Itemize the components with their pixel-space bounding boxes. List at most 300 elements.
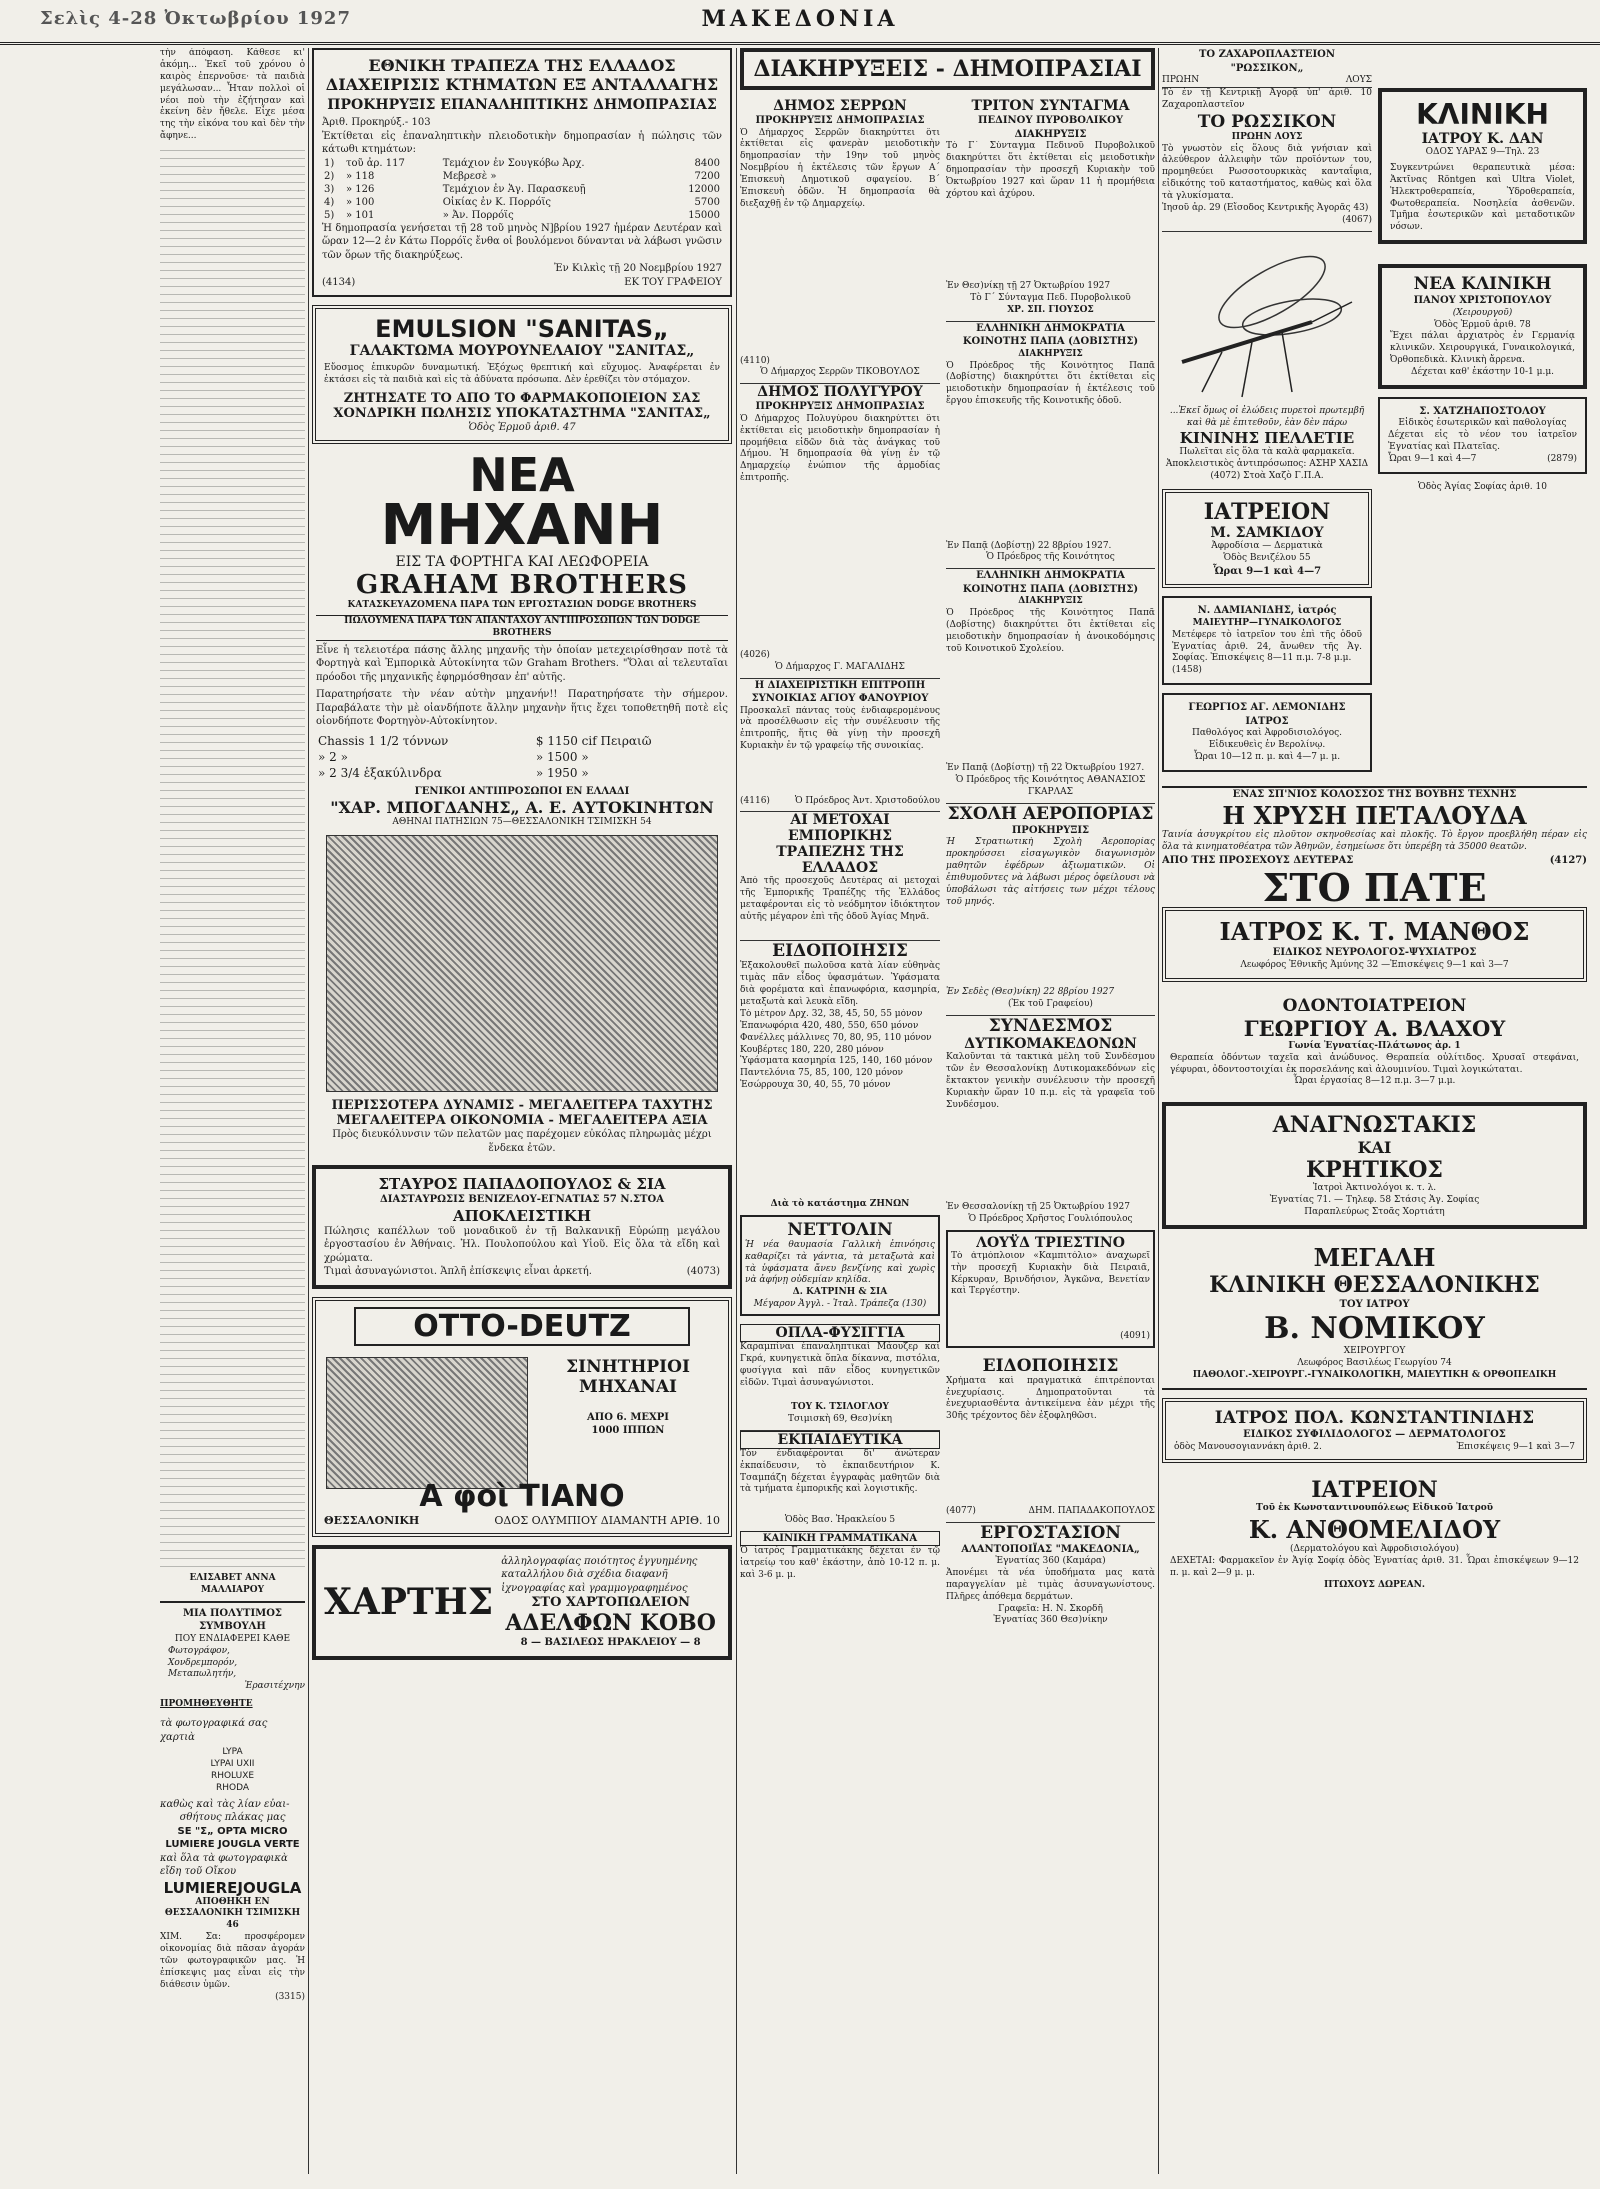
graham-agent: "ΧΑΡ. ΜΠΟΓΔΑΝΗΣ„ Α. Ε. ΑΥΤΟΚΙΝΗΤΩΝ xyxy=(330,798,714,818)
notice-signature: Ὁ Πρόεδρος τῆς Κοινότητος ΑΘΑΝΑΣΙΟΣ ΓΚΑΡΛΑΣ xyxy=(955,775,1146,797)
lot-price: 7200 xyxy=(694,170,720,182)
bank-text: Ἡ δημοπρασία γενήσεται τῇ 28 τοῦ μηνὸς Ν]βρίου 1927 ἡμέραν Δευτέραν καὶ ὥραν 12—2 ἐν Κάτω Πορρόϊς ἔνθα οἱ βουλόμενοι δύνανται νὰ λάβωσι γνῶσιν τῶν ὅρων τῆς διακηρύξεως. xyxy=(322,222,722,261)
lot-price: 8400 xyxy=(694,157,720,169)
column-rule xyxy=(1158,48,1159,2174)
bank-notice xyxy=(312,48,732,297)
ad-ref: (4134) xyxy=(322,276,356,288)
anth-spec: (Δερματολόγου καὶ Ἀφροδισιολόγου) xyxy=(1289,1544,1460,1555)
deutz-city: ΘΕΣΣΑΛΟΝΙΚΗ xyxy=(324,1513,420,1527)
lemonidis-address: Ὁδὸς Ἁγίας Σοφίας ἀριθ. 10 xyxy=(1418,481,1547,492)
price-label: » 2 » xyxy=(318,749,348,764)
lot-price: 5700 xyxy=(694,196,720,208)
deutz-brand: Α φοὶ ΤΙΑΝΟ xyxy=(419,1478,625,1514)
damian-text: Μετέφερε τὸ ἰατρεῖον του ἐπὶ τῆς ὁδοῦ Ἐγνατίας ἀριθ. 24, ἄνωθεν τῆς Ἀγ. Σοφίας. Ἐπισκέψεις 8—11 π.μ. 7-8 μ.μ. xyxy=(1172,629,1362,664)
anag-title: ΚΑΙ xyxy=(1357,1138,1392,1158)
paper-address: 8 — ΒΑΣΙΛΕΩΣ ΗΡΑΚΛΕΙΟΥ — 8 xyxy=(520,1637,701,1649)
notice-text: Ὁ Δήμαρχος Σερρῶν διακηρύττει ὅτι ἐκτίθεται εἰς φανερὰν μειοδοτικὴν δημοπρασίαν τὴν 19ην τοῦ μηνὸς Νοεμβρίου ἡ ἐκτέλεσις τῶν ἔργων Α΄ Ἐπισκευὴ Δημοτικοῦ σφαγείου. Β΄ Ἐπισκευὴ ὁδῶν. Ἡ δημοπρασία θὰ διεξαχθῇ ἐν τῷ Δημαρχείῳ. xyxy=(740,127,940,209)
opla-sign: ΤΟΥ Κ. ΤΣΙΛΟΓΛΟΥ xyxy=(791,1402,889,1412)
vlachou-ad xyxy=(1162,990,1587,1095)
promo-title: ΠΡΟΜΗΘΕΥΘΗΤΕ xyxy=(160,1699,253,1710)
christopoulou-ad xyxy=(1378,264,1587,389)
dan-address: ΟΔΟΣ ΥΑΡΑΣ 9—Τηλ. 23 xyxy=(1425,147,1540,157)
paper-brand: LYPA xyxy=(222,1747,243,1757)
nomikou-subtitle: ΤΟΥ ΙΑΤΡΟΥ xyxy=(1339,1298,1410,1310)
notice-text: Τὸ Γ΄ Σύνταγμα Πεδινοῦ Πυροβολικοῦ διακηρύττει ὅτι ἐκτίθεται εἰς μειοδοτικὴν δημοπρασίαν τὴν προσεχῆ Κυριακὴν τοῦ Ὀκτωβρίου 1927 καὶ ὥραν 11 ἡ προμήθεια χόρτου καὶ ἀχύρου. xyxy=(946,141,1155,199)
xris-name: ΠΑΝΟΥ ΧΡΙΣΤΟΠΟΥΛΟΥ xyxy=(1413,295,1552,307)
graham-title: ΝΕΑ xyxy=(469,452,575,503)
xris-address: Ὁδὸς Ἑρμοῦ ἀριθ. 78 xyxy=(1434,319,1531,330)
nomikou-title: ΚΛΙΝΙΚΗ ΘΕΣΣΑΛΟΝΙΚΗΣ xyxy=(1209,1271,1540,1298)
advice-item: Χονδρεμπορόν, xyxy=(168,1657,238,1668)
price-value: » 1950 » xyxy=(535,765,589,780)
column-4 xyxy=(1162,48,1587,2174)
nomikou-title: ΜΕΓΑΛΗ xyxy=(1313,1242,1436,1272)
manthos-ad xyxy=(1162,907,1587,981)
price-value: » 1500 » xyxy=(535,749,589,764)
chatz-hours: Ὧραι 9—1 καὶ 4—7 xyxy=(1388,454,1477,464)
opla-text: Καραμπίναι ἐπαναληπτικαὶ Μάουζερ καὶ Γκρά, κυνηγετικὰ ὅπλα δίκαννα, πιστόλια, φυσίγγια καὶ πᾶν εἶδος κυνηγετικῶν εἰδῶν. Τιμαὶ ἀσυναγώνιστοι. xyxy=(740,1342,940,1388)
anth-title: ΙΑΤΡΕΙΟΝ xyxy=(1311,1477,1438,1504)
lloyd-text: Τὸ ἀτμόπλοιον «Καμπιτόλιο» ἀναχωρεῖ τὴν προσεχῆ Κυριακὴν διὰ Πειραιᾶ, Κέρκυραν, Βρινδήσιον, Ἀγκῶνα, Βενετίαν καὶ Τεργέστην. xyxy=(951,1250,1150,1297)
chatz-text: Δέχεται εἰς τὸ νέον του ἰατρεῖον Ἐγνατίας καὶ Πλατεῖας. xyxy=(1388,430,1577,453)
ad-ref: (4110) xyxy=(740,355,770,366)
dan-clinic-ad xyxy=(1378,88,1587,244)
notice-title: ΕΛΛΗΝΙΚΗ ΔΗΜΟΚΡΑΤΙΑ xyxy=(976,570,1125,582)
zax-title: "ΡΩΣΣΙΚΟΝ„ xyxy=(1230,62,1304,74)
notice-synoikia xyxy=(740,678,940,808)
notice-subtitle: ΣΥΝΟΙΚΙΑΣ ΑΓΙΟΥ ΦΑΝΟΥΡΙΟΥ xyxy=(751,693,929,704)
table-row xyxy=(322,209,722,222)
konst-hours: Ἐπισκέψεις 9—1 καὶ 3—7 xyxy=(1456,1441,1575,1452)
notice-text: Ὁ Πρόεδρος τῆς Κοινότητος Παπᾶ (Δοβίστης) διακηρύττει ὅτι ἐκτίθεται εἰς μειοδοτικὴν δημοπρασίαν ἡ ἐκτέλεσις τοῦ ἔργου ἐπισκευῆς τῆς Κοινοτικῆς ὁδοῦ. xyxy=(946,360,1155,407)
notice-text: Ὁ Πρόεδρος τῆς Κοινότητος Παπᾶ (Δοβίστης) διακηρύττει ὅτι ἐκτίθεται εἰς μειοδοτικὴν δημοπρασίαν ἡ ἀνοικοδόμησις τοῦ Κοινοτικοῦ Σχολείου. xyxy=(946,608,1155,654)
anth-name: Κ. ΑΝΘΟΜΕΛΙΔΟΥ xyxy=(1248,1515,1501,1545)
bank-date: Ἐν Κιλκὶς τῇ 20 Νοεμβρίου 1927 xyxy=(554,263,722,274)
nomikou-areas: ΠΑΘΟΛΟΓ.-ΧΕΙΡΟΥΡΓ.-ΓΥΝΑΙΚΟΛΟΓΙΚΗ, ΜΑΙΕΥΤΙΚΗ & ΟΡΘΟΠΕΔΙΚΗ xyxy=(1192,1370,1557,1381)
notice-heading: ΠΡΟΚΗΡΥΞΙΣ xyxy=(1011,824,1090,836)
notice-subtitle: ΔΥΤΙΚΟΜΑΚΕΔΟΝΩΝ xyxy=(964,1036,1137,1052)
notice-signature: Τὸ Γ΄ Σύνταγμα Πεδ. Πυροβολικοῦ xyxy=(970,292,1131,303)
paper-brand: RHOLUXE xyxy=(210,1770,255,1781)
notice-signature: Ὁ Πρόεδρος Ἀντ. Χριστοδούλου xyxy=(794,795,940,806)
nettolin-text: Ἡ νέα θαυμασία Γαλλικὴ ἐπινόησις καθαρίζει τὰ γάντια, τὰ μεταξωτὰ καὶ τὰ ὑφάσματα ἄνευ βενζίνης καὶ χωρὶς νὰ ἀφήνῃ οὐδεμίαν κηλίδα. xyxy=(745,1239,935,1286)
bank-lots-table xyxy=(322,157,722,222)
graham-title: ΜΗΧΑΝΗ xyxy=(380,493,664,559)
ad-ref: (4073) xyxy=(686,1266,720,1278)
notice-text: Χρήματα καὶ πραγματικὰ ἐπιτρέπονται ἐνεχυρίασις. Δημοπρατοῦνται τὰ ἐνεχυριασθέντα ἀντικείμενα ἐὰν μέχρι τῆς 30ῆς τρέχοντος δὲν ἐξοφληθῶσι. xyxy=(946,1375,1155,1422)
notice-heading: ΔΙΑΚΗΡΥΞΙΣ xyxy=(1018,596,1083,607)
graham-brand: GRAHAM BROTHERS xyxy=(356,570,688,601)
notice-papa-2 xyxy=(946,568,1155,799)
advice-item: Ἐρασιτέχνην xyxy=(244,1681,305,1692)
otto-deutz-ad xyxy=(312,1297,732,1537)
notice-date: Ἐν Σεδὲς (Θεσ)νίκη) 22 8βρίου 1927 xyxy=(946,987,1115,998)
price-line: Τὸ μέτρον Δρχ. 32, 38, 45, 50, 55 μόνον xyxy=(740,1008,923,1019)
promo-text: καθὼς καὶ τὰς λίαν εὐαι- xyxy=(160,1798,290,1810)
dan-text: Συγκεντρώνει θεραπευτικὰ μέσα: Ἀκτῖνας Röntgen καὶ Ultra Violet, Ἠλεκτροθεραπεία, Ὑδροθεραπεία, Φωτοθεραπεία. Νοσηλεία ἀσθενῶν. Τμῆμα ἐσωτερικῶν καὶ μεταδοτικῶν νόσων. xyxy=(1390,162,1575,233)
ekp-title: ΕΚΠΑΙΔΕΥΤΙΚΑ xyxy=(740,1431,940,1449)
lumiere-brand: LUMIEREJOUGLA xyxy=(163,1878,302,1897)
zax-label: ΠΡΩΗΝ xyxy=(1162,75,1200,85)
lot-id: » 118 xyxy=(345,170,375,182)
konst-name: ΙΑΤΡΟΣ ΠΟΛ. ΚΩΝΣΤΑΝΤΙΝΙΔΗΣ xyxy=(1214,1408,1535,1429)
anth-subtitle: Τοῦ ἐκ Κωνσταντινουπόλεως Εἰδικοῦ Ἰατροῦ xyxy=(1256,1503,1493,1514)
deutz-title: OTTO-DEUTZ xyxy=(354,1307,690,1346)
paper-brand: LYPAI UXII xyxy=(210,1758,255,1769)
graham-price-table xyxy=(316,733,728,781)
xris-hours: Δέχεται καθ' ἑκάστην 10-1 μ.μ. xyxy=(1410,367,1555,377)
notice-signature: Διὰ τὸ κατάστημα ΖΗΝΩΝ xyxy=(770,1198,910,1209)
paper-store: ΣΤΟ ΧΑΡΤΟΠΩΛΕΙΟΝ xyxy=(531,1595,690,1611)
notice-serron xyxy=(740,98,940,379)
bank-subtitle: ΔΙΑΧΕΙΡΙΣΙΣ ΚΤΗΜΑΤΩΝ ΕΞ ΑΝΤΑΛΛΑΓΗΣ xyxy=(325,75,719,94)
notice-date: Ἐν Παπᾷ (Δοβίστῃ) 22 8βρίου 1927. xyxy=(946,540,1112,551)
lot-place: Οἰκίας ἐν Κ. Πορρόϊς xyxy=(442,196,552,208)
vlachou-name: ΓΕΩΡΓΙΟΥ Α. ΒΛΑΧΟΥ xyxy=(1243,1015,1506,1041)
chatz-name: Σ. ΧΑΤΖΗΑΠΟΣΤΟΛΟΥ xyxy=(1419,405,1546,417)
lot-no: 5) xyxy=(324,209,335,221)
ad-ref: (3315) xyxy=(275,1991,305,2002)
opla-address: Τσιμισκὴ 69, Θεσ)νίκη xyxy=(788,1413,892,1424)
promo-text: καὶ ὅλα τὰ φωτογραφικὰ εἴδη τοῦ Οἴκου xyxy=(160,1852,288,1877)
nomikou-name: Β. ΝΟΜΙΚΟΥ xyxy=(1264,1311,1485,1347)
ad-ref: (4077) xyxy=(946,1505,976,1516)
lemonidis-ad xyxy=(1162,693,1372,772)
column-4-right xyxy=(1378,48,1587,780)
vlachou-title: ΟΔΟΝΤΟΙΑΤΡΕΙΟΝ xyxy=(1282,995,1467,1016)
notice-emporiki xyxy=(740,811,940,936)
notice-subtitle: ΠΡΟΚΗΡΥΞΙΣ ΔΗΜΟΠΡΑΣΙΑΣ xyxy=(755,401,925,413)
paper-ad xyxy=(312,1545,732,1660)
notice-text: Ἐξακολουθεῖ πωλοῦσα κατὰ λίαν εὐθηνὰς τιμὰς πᾶν εἶδος ὑφασμάτων. Ὑφάσματα διὰ φορέματα καὶ ἐπανωφόρια, κασμηρία, μεταξωτὰ καὶ λευκὰ εἴδη. xyxy=(740,961,940,1007)
plate-brands: SE "Σ„ OPTA MICRO LUMIERE JOUGLA VERTE xyxy=(165,1825,300,1850)
story-continuation xyxy=(160,143,305,1573)
graham-terms: Πρὸς διευκόλυνσιν τῶν πελατῶν μας παρέχομεν εὐκόλας πληρωμὰς μέχρι ἕνδεκα ἐτῶν. xyxy=(332,1129,712,1154)
notice-subtitle: ΚΟΙΝΟΤΗΣ ΠΑΠΑ (ΔΟΒΙΣΤΗΣ) xyxy=(962,336,1139,348)
ad-ref: (1458) xyxy=(1172,665,1202,676)
ergostasion-ad xyxy=(946,1522,1155,1628)
notice-signature: ΧΡ. ΣΠ. ΓΙΟΥΣΟΣ xyxy=(1007,304,1094,315)
lemonidis-spec: ΙΑΤΡΟΣ xyxy=(1245,715,1289,727)
table-row xyxy=(322,196,722,209)
zax-name-sub: ΠΡΩΗΝ ΛΟΥΣ xyxy=(1231,131,1303,142)
nettolin-address: Μέγαρον Ἀγγλ. - Ἰταλ. Τράπεζα (130) xyxy=(753,1299,927,1310)
lot-place: Τεμάχιον ἐν Ἁγ. Παρασκευῇ xyxy=(442,183,586,195)
anth-text: ΔΕΧΕΤΑΙ: Φαρμακεῖον ἐν Ἀγίᾳ Σοφίᾳ ὁδὸς Ἐγνατίας ἀριθ. 31. Ὧραι ἐπισκέψεων 9—12 π. μ. καὶ 2—9 μ. μ. xyxy=(1170,1556,1579,1579)
lot-id: » 126 xyxy=(345,183,375,195)
price-label: Chassis 1 1/2 τόννων xyxy=(318,733,449,748)
advice-subtitle: ΠΟΥ ΕΝΔΙΑΦΕΡΕΙ ΚΑΘΕ xyxy=(174,1633,291,1644)
graham-sold: ΠΩΛΟΥΜΕΝΑ ΠΑΡΑ ΤΩΝ ΑΠΑΝΤΑΧΟΥ ΑΝΤΙΠΡΟΣΩΠΩΝ ΤΩΝ DODGE BROTHERS xyxy=(316,615,728,641)
ergost-subtitle: ΑΛΑΝΤΟΠΟΙΪΑΣ "ΜΑΚΕΔΟΝΙΑ„ xyxy=(961,1543,1140,1555)
samkidou-ad xyxy=(1162,489,1372,588)
dan-name: ΙΑΤΡΟΥ Κ. ΔΑΝ xyxy=(1421,131,1544,147)
ad-ref: (4127) xyxy=(1549,855,1587,866)
notice-papa-1 xyxy=(946,321,1155,565)
notice-text: Καλοῦνται τὰ τακτικὰ μέλη τοῦ Συνδέσμου τῶν ἐν Θεσσαλονίκῃ Δυτικομακεδόνων εἰς ἔκτακτον γενικὴν συνέλευσιν τὴν προσεχῆ Κυριακὴν ὥραν 10 π.μ. εἰς τὰ γραφεῖα τοῦ Συνδέσμου. xyxy=(946,1052,1155,1110)
advice-item: Μεταπωλητήν, xyxy=(168,1669,237,1680)
graham-ad xyxy=(312,452,732,1155)
notice-signature: Ὁ Πρόεδρος Χρῆστος Γουλιόπουλος xyxy=(968,1213,1133,1224)
notice-subtitle: ΚΟΙΝΟΤΗΣ ΠΑΠΑ (ΔΟΒΙΣΤΗΣ) xyxy=(962,583,1139,595)
anag-title: ΑΝΑΓΝΩΣΤΑΚΙΣ xyxy=(1272,1112,1477,1139)
petal-text: Ταινία ἀσυγκρίτου εἰς πλοῦτον σκηνοθεσίας καὶ πλοκῆς. Τὸ ἔργον προεβλήθη πέραν εἰς ὅλα τὰ κινηματοθέατρα τῶν Ἀθηνῶν, ἐσημείωσε ὅτι ὑπερέβη τὰ 35000 θεατῶν. xyxy=(1162,830,1587,853)
emulsion-address: Ὁδὸς Ἑρμοῦ ἀριθ. 47 xyxy=(468,421,576,433)
price-label: » 2 3/4 ἑξακύλινδρα xyxy=(318,765,442,780)
anag-address: Ἐγνατίας 71. — Τηλεφ. 58 Στάσις Ἁγ. Σοφίας xyxy=(1269,1195,1480,1206)
notice-date: Ἐν Παπᾷ (Δοβίστῃ) τῇ 22 Ὀκτωβρίου 1927. xyxy=(946,763,1145,774)
anth-free: ΠΤΩΧΟΥΣ ΔΩΡΕΑΝ. xyxy=(1324,1579,1425,1590)
column-rule xyxy=(308,48,309,2174)
price-line: Ὑφάσματα κασμηρία 125, 140, 160 μόνον xyxy=(740,1056,933,1067)
notice-text: Ἀπὸ τῆς προσεχοῦς Δευτέρας αἱ μετοχαὶ τῆς Ἐμπορικῆς Τραπέζης τῆς Ἑλλάδος μεταφέρονται εἰς τὸ νεόδμητον ἰδιόκτητον αὐτῆς μέγαρον ἐπὶ τῆς ὁδοῦ Ἁγίας Μηνᾶ. xyxy=(740,876,940,922)
opla-title: ΟΠΛΑ-ΦΥΣΙΓΓΙΑ xyxy=(740,1324,940,1342)
nomikou-ad xyxy=(1162,1237,1587,1390)
damianidis-ad xyxy=(1162,596,1372,685)
xris-text: Ἔχει πάλαι ἀρχιατρὸς ἐν Γερμανίᾳ κλινικῶν. Χειρουργικά, Γυναικολογικά, Ὀρθοπεδικὰ. Κλινικὴ ἄρρενα. xyxy=(1390,331,1575,366)
zax-text: Τὸ ἐν τῇ Κεντρικῇ Ἀγορᾷ ὑπ' ἀριθ. 10 Ζαχαροπλαστεῖον xyxy=(1162,87,1372,110)
notice-dytikomakedones xyxy=(946,1015,1155,1226)
lot-no: 1) xyxy=(324,157,335,169)
zaxaroplasteion-ad xyxy=(1162,48,1372,227)
price-line: Κουβέρτες 180, 220, 280 μόνον xyxy=(740,1044,884,1055)
petal-title: Η ΧΡΥΣΗ ΠΕΤΑΛΟΥΔΑ xyxy=(1222,801,1527,831)
notice-title: ΕΙΔΟΠΟΙΗΣΙΣ xyxy=(982,1355,1119,1376)
notice-title: ΔΗΜΟΣ ΠΟΛΥΓΥΡΟΥ xyxy=(757,384,923,401)
pelletier-text: ...Ἐκεῖ ὅμως οἱ ἐλώδεις πυρετοὶ πρωτεμβῆ καὶ θὰ μὲ ἐπιτεθοῦν, ἐὰν δὲν πάρω xyxy=(1169,405,1365,428)
damian-subtitle: ΜΑΙΕΥΤΗΡ—ΓΥΝΑΙΚΟΛΟΓΟΣ xyxy=(1192,617,1342,628)
stavros-title: ΣΤΑΥΡΟΣ ΠΑΠΑΔΟΠΟΥΛΟΣ & ΣΙΑ xyxy=(378,1175,666,1194)
graham-benefits: ΠΕΡΙΣΣΟΤΕΡΑ ΔΥΝΑΜΙΣ - ΜΕΓΑΛΕΙΤΕΡΑ ΤΑΧΥΤΗΣ xyxy=(331,1098,713,1114)
konstantinidis-ad xyxy=(1162,1398,1587,1463)
column-4-left xyxy=(1162,48,1372,780)
anthomelidou-ad xyxy=(1162,1471,1587,1597)
ergost-text: Ἀπονέμει τὰ νέα ὑποδήματα μας κατὰ παραγγελίαν μὲ τιμὰς ἀσυναγωνίστους. Πλῆρες ἀπόθεμα δερμάτων. xyxy=(946,1567,1155,1602)
notice-signature: Ὁ Δήμαρχος Γ. ΜΑΓΑΛΙΔΗΣ xyxy=(775,661,905,672)
grammatikakis-ad xyxy=(740,1531,940,1582)
anag-title: ΚΡΗΤΙΚΟΣ xyxy=(1306,1157,1443,1184)
lot-id: » 101 xyxy=(345,209,375,221)
notice-heading: ΔΙΑΚΗΡΥΞΙΣ xyxy=(1014,128,1087,140)
notice-title: Η ΔΙΑΧΕΙΡΙΣΤΙΚΗ ΕΠΙΤΡΟΠΗ xyxy=(754,679,926,691)
zax-address: Ἰησοῦ ἀρ. 29 (Εἴσοδος Κεντρικῆς Ἀγορᾶς 43) xyxy=(1162,202,1369,213)
emulsion-title: EMULSION "SANITAS„ xyxy=(375,315,669,343)
chatz-spec: Εἰδικὸς ἐσωτερικῶν καὶ παθολογίας xyxy=(1398,418,1567,429)
samk-spec: Ἀφροδίσια — Δερματικὰ xyxy=(1211,541,1323,551)
zax-name: ΤΟ ΡΩΣΣΙΚΟΝ xyxy=(1197,111,1337,132)
lot-no: 4) xyxy=(324,196,335,208)
emulsion-subtitle: ΓΑΛΑΚΤΩΜΑ ΜΟΥΡΟΥΝΕΛΑΙΟΥ "ΣΑΝΙΤΑΣ„ xyxy=(349,343,695,359)
petal-title: ΕΝΑΣ ΣΠ'ΝΙΟΣ ΚΟΛΟΣΣΟΣ ΤΗΣ ΒΟΥΒΗΣ ΤΕΧΝΗΣ xyxy=(1232,788,1517,800)
emulsion-ad xyxy=(312,305,732,444)
emulsion-text: Εὔοσμος ἐπικυρῶν δυναμωτική. Ἐξόχως θρεπτική καὶ εὔχυμος. Ἀναφέρεται ἐν ἐκτάσει εἰς τὰ παιδιὰ καὶ εἰς τὰ ἀδύνατα πρόσωπα. Δὲν ἐρεθίζει τὸν στόμαχον. xyxy=(324,363,720,385)
notice-title: ΑΙ ΜΕΤΟΧΑΙ ΕΜΠΟΡΙΚΗΣ xyxy=(788,812,892,845)
lemonidis-text: Παθολόγος καὶ Ἀφροδισιολόγος. Εἰδικευθεὶς ἐν Βερολίνῳ. xyxy=(1191,728,1343,750)
column-1 xyxy=(160,48,305,2174)
notice-signature: ΔΗΜ. ΠΑΠΑΔΑΚΟΠΟΥΛΟΣ xyxy=(1028,1505,1155,1516)
table-row xyxy=(322,157,722,170)
notice-syntagma xyxy=(946,98,1155,317)
ad-ref: (2879) xyxy=(1547,454,1577,464)
lot-no: 3) xyxy=(324,183,335,195)
promo-text: τὰ φωτογραφικά σας χαρτιὰ xyxy=(160,1718,268,1743)
lot-id: τοῦ ἀρ. 117 xyxy=(345,157,405,169)
pelletier-address: (4072) Στοὰ Χαζὸ Γ.Π.Α. xyxy=(1210,471,1324,482)
manthos-address: Λεωφόρος Ἐθνικῆς Ἀμύνης 32 —Ἐπισκέψεις 9—1 καὶ 3—7 xyxy=(1240,959,1509,970)
section-title: ΔΙΑΚΗΡΥΞΕΙΣ - ΔΗΜΟΠΡΑΣΙΑΙ xyxy=(740,48,1155,90)
deutz-subtitle: ΜΗΧΑΝΑΙ xyxy=(579,1376,677,1397)
ergost-address: Ἐγνατίας 360 Θεσ)νίκην xyxy=(993,1615,1108,1626)
nettolin-title: ΝΕΤΤΟΛΙΝ xyxy=(787,1219,893,1240)
opla-ad xyxy=(740,1324,940,1426)
anagnostakis-ad xyxy=(1162,1102,1587,1229)
column-3-right xyxy=(946,98,1155,1627)
paper-title: ΧΑΡΤΗΣ xyxy=(324,1581,494,1624)
notice-date: Ἐν Θεσσαλονίκῃ τῇ 25 Ὀκτωβρίου 1927 xyxy=(946,1202,1130,1212)
column-3-left xyxy=(740,98,940,1627)
zax-title: ΤΟ ΖΑΧΑΡΟΠΛΑΣΤΕΙΟΝ xyxy=(1198,49,1336,60)
notice-title: ΣΥΝΔΕΣΜΟΣ xyxy=(988,1016,1113,1036)
lloyd-ad xyxy=(946,1230,1155,1348)
graham-made: ΚΑΤΑΣΚΕΥΑΖΟΜΕΝΑ ΠΑΡΑ ΤΩΝ ΕΡΓΟΣΤΑΣΙΩΝ DODGE BROTHERS xyxy=(347,600,697,611)
lot-id: » 100 xyxy=(345,196,375,208)
paper-brand: RHODA xyxy=(215,1782,250,1793)
notice-date: Ἐν Θεσ)νίκῃ τῇ 27 Ὀκτωβρίου 1927 xyxy=(946,281,1111,291)
column-2 xyxy=(312,48,732,2174)
petal-banner: ΣΤΟ ΠΑΤΕ xyxy=(1262,864,1487,910)
lot-place: Μεβρεσὲ » xyxy=(442,170,497,182)
table-row xyxy=(316,749,728,765)
nomikou-address: Λεωφόρος Βασιλέως Γεωργίου 74 xyxy=(1297,1358,1452,1369)
price-line: Φανέλλες μάλλινες 70, 80, 95, 110 μόνον xyxy=(740,1032,932,1043)
pelletier-brand: ΚΙΝΙΝΗΣ ΠΕΛΛΕΤΙΕ xyxy=(1179,429,1355,448)
notice-text: Ὁ Δήμαρχος Πολυγύρου διακηρύττει ὅτι ἐκτίθεται εἰς μειοδοτικὴν δημοπρασίαν ἡ προμήθεια εἰδῶν διὰ τὰς ἀνάγκας τοῦ Δήμου. Ἡ δημοπρασία θὰ γίνῃ ἐν τῷ Δημαρχείῳ ἐνώπιον τῆς ἁρμοδίας ἐπιτροπῆς. xyxy=(740,413,940,484)
story-signature: ΕΛΙΣΑΒΕΤ ΑΝΝΑ ΜΑΛΛΙΑΡΟΥ xyxy=(189,1573,276,1595)
price-line: Ἐσώρρουχα 30, 40, 55, 70 μόνον xyxy=(740,1080,891,1091)
lot-price: 12000 xyxy=(688,183,720,195)
anag-text: Ἰατροὶ Ἀκτινολόγοι κ. τ. λ. xyxy=(1312,1183,1437,1194)
ekp-sign: Ὁδὸς Βασ. Ἡρακλείου 5 xyxy=(784,1514,896,1525)
notice-title: ΕΙΔΟΠΟΙΗΣΙΣ xyxy=(772,941,908,962)
paper-text: ἀλληλογραφίας ποιότητος ἐγγυημένης καταλλήλου διὰ σχέδια διαφανῆ ἰχνογραφίας καὶ γραμμογραφημένος xyxy=(501,1555,698,1594)
ekpaideutika xyxy=(740,1430,940,1527)
kainik-title: ΚΑΙΝΙΚΗ ΓΡΑΜΜΑΤΙΚΑΝΑ xyxy=(740,1531,940,1547)
samk-hours: Ὧραι 9—1 καὶ 4—7 xyxy=(1212,565,1322,577)
pelletier-agent: Ἀποκλειστικὸς ἀντιπρόσωπος: ΑΣΗΡ ΧΑΣΙΔ xyxy=(1165,459,1369,470)
notice-text: Προσκαλεῖ πάντας τοὺς ἐνδιαφερομένους νὰ προσέλθωσιν εἰς τὴν συνέλευσιν τῆς ἐπιτροπῆς, ἥτις θὰ γίνῃ τὴν προσεχῆ Κυριακὴν ἐν τῷ γραφείῳ τῆς συνοικίας. xyxy=(740,705,940,752)
notice-eidopoiisis-2 xyxy=(946,1356,1155,1518)
ad-ref: (Ἐκ τοῦ Γραφείου) xyxy=(1008,999,1093,1010)
stavros-ad xyxy=(312,1165,732,1289)
lot-no: 2) xyxy=(324,170,335,182)
promo-text: σθήτους πλάκας μας xyxy=(179,1812,286,1823)
petaloudo-ad xyxy=(1162,786,1587,908)
ad-ref: (4067) xyxy=(1342,214,1372,225)
manthos-spec: ΕΙΔΙΚΟΣ ΝΕΥΡΟΛΟΓΟΣ-ΨΥΧΙΑΤΡΟΣ xyxy=(1272,947,1477,959)
nomikou-spec: ΧΕΙΡΟΥΡΓΟΥ xyxy=(1343,1346,1406,1357)
graham-benefits: ΜΕΓΑΛΕΙΤΕΡΑ ΟΙΚΟΝΟΜΙΑ - ΜΕΓΑΛΕΙΤΕΡΑ ΑΞΙΑ xyxy=(336,1113,708,1129)
pelletier-sold: Πωλεῖται εἰς ὅλα τὰ καλὰ φαρμακεῖα. xyxy=(1179,447,1355,458)
dan-title: ΚΛΙΝΙΚΗ xyxy=(1416,98,1549,131)
paper-brand: ΑΔΕΛΦΩΝ ΚΟΒΟ xyxy=(505,1610,716,1637)
samk-name: Μ. ΣΑΜΚΙΔΟΥ xyxy=(1210,525,1324,541)
mosquito-illustration xyxy=(1162,232,1362,402)
deutz-range: 1000 ΙΠΠΩΝ xyxy=(591,1425,665,1437)
graham-text: Εἶνε ἡ τελειοτέρα πάσης ἄλλης μηχανῆς τὴν ὁποίαν μετεχειρίσθησαν ποτὲ τὰ Φορτηγὰ καὶ Ἐμπορικὰ Αὐτοκίνητα τῶν Graham Brothers. "Ὅλαι αἱ τελευταῖαι πρόοδοι τῆς μηχανικῆς ἐφηρμόσθησαν ἐπ' αὐτῆς. xyxy=(316,644,728,683)
notice-title: ΕΛΛΗΝΙΚΗ ΔΗΜΟΚΡΑΤΙΑ xyxy=(976,322,1125,334)
lemonidis-hours: Ὧραι 10—12 π. μ. καὶ 4—7 μ. μ. xyxy=(1193,751,1341,762)
graham-subtitle: ΕΙΣ ΤΑ ΦΟΡΤΗΓΑ ΚΑΙ ΛΕΩΦΟΡΕΙΑ xyxy=(395,554,649,571)
lemonidis-name: ΓΕΩΡΓΙΟΣ ΑΓ. ΛΕΜΟΝΙΔΗΣ xyxy=(1188,702,1346,714)
graham-agents: ΓΕΝΙΚΟΙ ΑΝΤΙΠΡΟΣΩΠΟΙ ΕΝ ΕΛΛΑΔΙ xyxy=(414,785,630,797)
emulsion-cta: ΖΗΤΗΣΑΤΕ ΤΟ ΑΠΟ ΤΟ ΦΑΡΜΑΚΟΠΟΙΕΙΟΝ ΣΑΣ xyxy=(343,390,701,406)
bank-title: ΕΘΝΙΚΗ ΤΡΑΠΕΖΑ ΤΗΣ ΕΛΛΑΔΟΣ xyxy=(368,56,676,75)
vlachou-text: Θεραπεία ὀδόντων ταχεῖα καὶ ἀνώδυνος. Θεραπεία οὐλίτιδος. Χρυσαῖ στεφάναι, γέφυραι, ὀδοντοστοιχίαι ἐκ πορσελάνης καὶ ἀλουμινίου. Τιμαὶ λογικώταται. xyxy=(1170,1052,1579,1075)
table-row xyxy=(322,170,722,183)
advice-title: ΜΙΑ ΠΟΛΥΤΙΜΟΣ ΣΥΜΒΟΥΛΗ xyxy=(182,1607,282,1633)
bank-intro: Ἐκτίθεται εἰς ἐπαναληπτικὴν πλειοδοτικὴν δημοπρασίαν ἡ πώλησις τῶν κάτωθι κτημάτων: xyxy=(322,130,722,155)
photo-ad xyxy=(160,1601,305,2004)
stavros-price: Τιμαὶ ἀσυναγώνιστοι. Ἁπλῆ ἐπίσκεψις εἶναι ἀρκετή. xyxy=(324,1266,592,1278)
lot-place: Τεμάχιον ἐν Σουγκόβω Ἀρχ. xyxy=(442,157,585,169)
konst-spec: ΕΙΔΙΚΟΣ ΣΥΦΙΛΙΔΟΛΟΓΟΣ — ΔΕΡΜΑΤΟΛΟΓΟΣ xyxy=(1243,1429,1506,1441)
notice-signature: Ὁ Δήμαρχος Σερρῶν ΤΙΚΟΒΟΥΛΟΣ xyxy=(760,367,920,378)
nettolin-sign: Δ. ΚΑΤΡΙΝΗ & ΣΙΑ xyxy=(792,1287,888,1298)
notice-eidopoiisis xyxy=(740,940,940,1210)
emulsion-store: ΧΟΝΔΡΙΚΗ ΠΩΛΗΣΙΣ ΥΠΟΚΑΤΑΣΤΗΜΑ "ΣΑΝΙΤΑΣ„ xyxy=(333,405,711,421)
notice-title: ΤΡΙΤΟΝ ΣΥΝΤΑΓΜΑ xyxy=(971,98,1130,114)
notice-polygyrou xyxy=(740,383,940,673)
notice-aeroporia xyxy=(946,803,1155,1011)
lot-price: 15000 xyxy=(688,209,720,221)
xris-spec: (Χειρουργοῦ) xyxy=(1452,307,1513,318)
bank-number: Ἀριθ. Προκηρύξ.- 103 xyxy=(322,117,431,128)
price-value: $ 1150 cif Πειραιῶ xyxy=(535,733,652,748)
lloyd-title: ΛΟΥΫΔ ΤΡΙΕΣΤΙΝΟ xyxy=(976,1234,1125,1251)
depot-text: ΧΙΜ. Σα: προσφέρομεν οἰκονομίας διὰ πᾶσαν ἀγοράν τῶν φωτογραφικῶν μας. Ἡ ἐπίσκεψις μας εἶναι εἰς τὴν διάθεσιν ὑμῶν. xyxy=(160,1932,305,1990)
notice-subtitle: ΤΡΑΠΕΖΗΣ ΤΗΣ ΕΛΛΑΔΟΣ xyxy=(776,844,904,877)
price-line: Παντελόνια 75, 85, 100, 120 μόνον xyxy=(740,1068,904,1079)
notice-heading: ΔΙΑΚΗΡΥΞΙΣ xyxy=(1018,348,1083,359)
stavros-tag: ΑΠΟΚΛΕΙΣΤΙΚΗ xyxy=(453,1206,591,1225)
notice-subtitle: ΠΕΔΙΝΟΥ ΠΥΡΟΒΟΛΙΚΟΥ xyxy=(978,115,1123,126)
nettolin-ad xyxy=(740,1215,940,1316)
manthos-name: ΙΑΤΡΟΣ Κ. Τ. ΜΑΝΘΟΣ xyxy=(1219,917,1530,947)
newspaper-title: ΜΑΚΕΔΟΝΙΑ xyxy=(701,6,899,32)
engine-illustration xyxy=(326,1357,528,1489)
ergost-sign: Γραφεῖα: Η. Ν. Σκορδῆ xyxy=(998,1603,1103,1614)
deutz-range: ΑΠΟ 6. ΜΕΧΡΙ xyxy=(587,1411,669,1423)
ad-ref: (4091) xyxy=(1120,1330,1150,1341)
vlachou-hours: Ὧραι ἐργασίας 8—12 π.μ. 3—7 μ.μ. xyxy=(1293,1076,1456,1087)
deutz-subtitle: ΣΙΝΗΤΗΡΙΟΙ xyxy=(566,1356,690,1377)
bank-signature: ΕΚ ΤΟΥ ΓΡΑΦΕΙΟΥ xyxy=(624,276,722,288)
notice-subtitle: ΠΡΟΚΗΡΥΞΙΣ ΔΗΜΟΠΡΑΣΙΑΣ xyxy=(755,115,925,126)
bank-heading: ΠΡΟΚΗΡΥΞΙΣ ΕΠΑΝΑΛΗΠΤΙΚΗΣ ΔΗΜΟΠΡΑΣΙΑΣ xyxy=(327,97,717,113)
xris-title: ΝΕΑ ΚΛΙΝΙΚΗ xyxy=(1413,274,1552,295)
notice-title: ΔΗΜΟΣ ΣΕΡΡΩΝ xyxy=(773,98,907,114)
ergost-title: ΕΡΓΟΣΤΑΣΙΟΝ xyxy=(980,1522,1121,1543)
deutz-address: ΟΔΟΣ ΟΛΥΜΠΙΟΥ ΔΙΑΜΑΝΤΗ ΑΡΙΘ. 10 xyxy=(494,1513,720,1527)
depot-address: ΑΠΟΘΗΚΗ ΕΝ ΘΕΣΣΑΛΟΝΙΚΗ ΤΣΙΜΙΣΚΗ 46 xyxy=(164,1896,301,1931)
pelletier-ad xyxy=(1162,231,1372,483)
lot-place: » Ἀν. Πορρόϊς xyxy=(442,209,514,221)
vlachou-address: Γωνία Ἐγνατίας-Πλάτωνος ἀρ. 1 xyxy=(1288,1040,1461,1051)
advice-item: Φωτογράφον, xyxy=(168,1645,230,1656)
ad-ref: (4116) xyxy=(740,795,770,806)
engine-illustration xyxy=(326,835,718,1092)
notice-signature: Ὁ Πρόεδρος τῆς Κοινότητος xyxy=(986,552,1115,563)
